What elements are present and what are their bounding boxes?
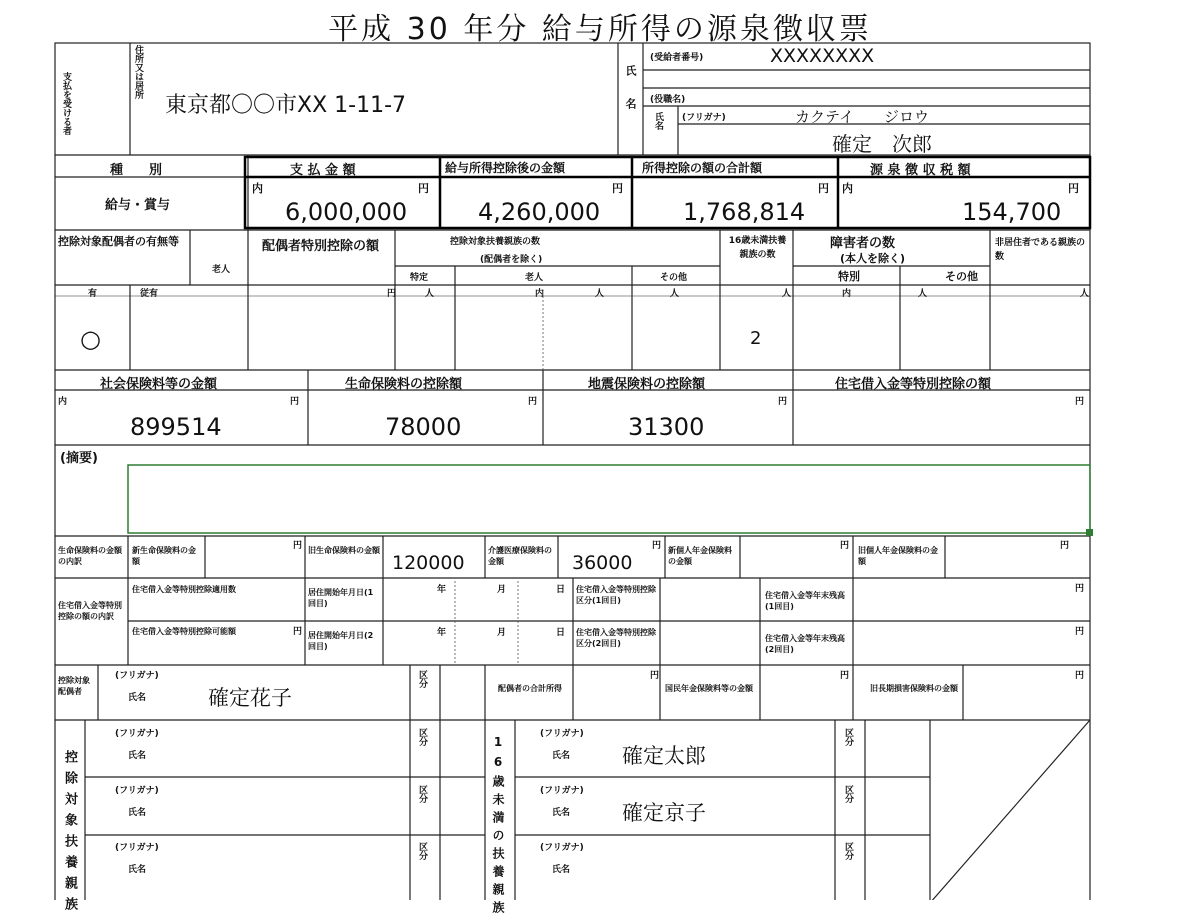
furigana-label: (フリガナ) xyxy=(540,729,584,739)
type2-label: 住宅借入金等特別控除区分(2回目) xyxy=(576,628,656,648)
name-label: 氏名 xyxy=(128,808,147,818)
kubun-label: 区分 xyxy=(417,842,427,860)
name-label: 氏名 xyxy=(653,112,663,130)
elderly-label: 老人 xyxy=(525,273,544,283)
yen-mark: 円 xyxy=(293,541,303,551)
long-term-insurance-label: 旧長期損害保険料の金額 xyxy=(870,684,958,693)
yen-mark: 円 xyxy=(650,671,660,681)
address-value: 東京都〇〇市XX 1-11-7 xyxy=(165,93,407,118)
person-mark: 人 xyxy=(782,289,792,299)
new-pension-label: 新個人年金保険料の金額 xyxy=(668,546,732,566)
inner-mark: 内 xyxy=(842,182,853,195)
start2-label: 居住開始年月日(2回目) xyxy=(308,631,374,651)
yen-mark: 円 xyxy=(840,671,850,681)
old-pension-label: 旧個人年金保険料の金額 xyxy=(858,546,938,566)
recipient-side-label: 支払を受ける者 xyxy=(61,72,71,135)
social-insurance-amount: 899514 xyxy=(130,413,222,441)
disabled-sub: (本人を除く) xyxy=(840,252,906,265)
kubun-label: 区分 xyxy=(843,842,853,860)
year-mark: 年 xyxy=(437,585,447,595)
dependent-count-sub: (配偶者を除く) xyxy=(480,255,543,265)
recipient-no-value: XXXXXXXX xyxy=(770,45,875,67)
kubun-label: 区分 xyxy=(417,728,427,746)
life-breakdown-label: 生命保険料の金額の内訳 xyxy=(58,546,122,566)
post-label: (役職名) xyxy=(650,95,686,105)
inner-mark: 内 xyxy=(842,289,852,299)
yen-mark: 円 xyxy=(778,397,788,407)
spouse-status-label: 控除対象配偶者の有無等 xyxy=(58,235,179,248)
year-mark: 年 xyxy=(437,628,447,638)
old-life-label: 旧生命保険料の金額 xyxy=(308,546,380,555)
specific-label: 特定 xyxy=(410,273,429,283)
yen-mark: 円 xyxy=(528,397,538,407)
month-mark: 月 xyxy=(497,585,507,595)
yen-mark: 円 xyxy=(290,397,300,407)
day-mark: 日 xyxy=(556,628,566,638)
total-deduction-label: 所得控除の額の合計額 xyxy=(642,161,763,175)
other-disabled-label: その他 xyxy=(945,270,978,283)
furigana-label: (フリガナ) xyxy=(540,843,584,853)
care-amount: 36000 xyxy=(572,552,633,574)
address-label: 住所又は居所 xyxy=(133,45,143,99)
follow-label: 従有 xyxy=(140,289,159,299)
yen-mark: 円 xyxy=(612,182,623,195)
inner-mark: 内 xyxy=(58,397,68,407)
furigana-label: (フリガナ) xyxy=(115,671,159,681)
yen-mark: 円 xyxy=(293,627,303,637)
other-label: その他 xyxy=(660,273,688,283)
has-label: 有 xyxy=(88,289,98,299)
quake-insurance-amount: 31300 xyxy=(628,413,705,441)
housing-breakdown-label: 住宅借入金等特別控除の額の内訳 xyxy=(58,601,122,621)
yen-mark: 円 xyxy=(1075,627,1085,637)
new-life-label: 新生命保険料の金額 xyxy=(132,546,196,566)
special-disabled-label: 特別 xyxy=(838,270,860,283)
recipient-no-label: (受給者番号) xyxy=(650,53,704,63)
name-label: 氏名 xyxy=(552,865,571,875)
name-label: 氏名 xyxy=(128,865,147,875)
day-mark: 日 xyxy=(556,585,566,595)
under16-side-label: 16歳未満の扶養親族 xyxy=(491,735,505,919)
after-deduction-amount: 4,260,000 xyxy=(478,198,601,226)
name-label: 氏名 xyxy=(128,751,147,761)
care-label: 介護医療保険料の金額 xyxy=(488,546,552,566)
balance2-label: 住宅借入金等年末残高(2回目) xyxy=(765,634,845,654)
social-insurance-label: 社会保険料等の金額 xyxy=(100,377,218,392)
nonresident-label: 非居住者である親族の数 xyxy=(995,238,1086,262)
pension-amount-label: 国民年金保険料等の金額 xyxy=(665,684,753,693)
person-mark: 人 xyxy=(1080,289,1090,299)
furigana-label: (フリガナ) xyxy=(540,786,584,796)
name-side-label: 氏名 xyxy=(624,65,637,131)
name-label: 氏名 xyxy=(128,693,147,703)
kubun-label: 区分 xyxy=(843,728,853,746)
yen-mark: 円 xyxy=(1075,584,1085,594)
housing-possible-label: 住宅借入金等特別控除適用数 xyxy=(132,585,236,594)
life-insurance-label: 生命保険料の控除額 xyxy=(345,377,463,392)
furigana-label: (フリガナ) xyxy=(115,786,159,796)
yen-mark: 円 xyxy=(418,182,429,195)
spouse-circle-mark: ○ xyxy=(80,325,101,353)
yen-mark: 円 xyxy=(387,289,397,299)
under16-name-2: 確定京子 xyxy=(622,801,706,825)
old-life-amount: 120000 xyxy=(392,552,465,574)
balance1-label: 住宅借入金等年末残高(1回目) xyxy=(765,591,845,611)
kubun-label: 区分 xyxy=(417,670,427,688)
disabled-label: 障害者の数 xyxy=(830,236,896,251)
summary-label: (摘要) xyxy=(60,451,98,466)
furigana-label: (フリガナ) xyxy=(682,113,726,123)
yen-mark: 円 xyxy=(652,541,662,551)
person-mark: 人 xyxy=(918,289,928,299)
spouse-income-label: 配偶者の合計所得 xyxy=(498,684,562,693)
yen-mark: 円 xyxy=(1068,182,1079,195)
withholding-tax-amount: 154,700 xyxy=(962,198,1062,226)
person-mark: 人 xyxy=(425,289,435,299)
dependent-count-label: 控除対象扶養親族の数 xyxy=(450,237,541,247)
month-mark: 月 xyxy=(497,628,507,638)
dependents-side-label: 控除対象扶養親族 xyxy=(62,750,77,918)
after-deduction-label: 給与所得控除後の金額 xyxy=(445,161,566,175)
spouse-row-label: 控除対象配偶者 xyxy=(58,676,90,696)
kubun-label: 区分 xyxy=(417,785,427,803)
under16-count: 2 xyxy=(750,328,762,349)
yen-mark: 円 xyxy=(1060,541,1070,551)
under16-name-1: 確定太郎 xyxy=(622,744,706,768)
yen-mark: 円 xyxy=(1075,397,1085,407)
kubun-label: 区分 xyxy=(843,785,853,803)
spouse-special-label: 配偶者特別控除の額 xyxy=(262,239,380,254)
inner-mark: 内 xyxy=(535,289,545,299)
kind-value: 給与・賞与 xyxy=(105,198,171,213)
furigana-value: カクテイ ジロウ xyxy=(795,108,929,126)
payment-label: 支 払 金 額 xyxy=(290,163,356,178)
tax-label: 源 泉 徴 収 税 額 xyxy=(870,163,971,178)
quake-insurance-label: 地震保険料の控除額 xyxy=(588,377,706,392)
total-deduction-amount: 1,768,814 xyxy=(683,198,806,226)
recipient-name: 確定 次郎 xyxy=(832,132,932,156)
kind-label: 種 別 xyxy=(110,163,163,178)
yen-mark: 円 xyxy=(818,182,829,195)
yen-mark: 円 xyxy=(1075,671,1085,681)
yen-mark: 円 xyxy=(840,541,850,551)
under16-label: 16歳未満扶養親族の数 xyxy=(728,236,787,260)
housing-loan-label: 住宅借入金等特別控除の額 xyxy=(835,377,992,392)
payment-amount: 6,000,000 xyxy=(285,198,408,226)
person-mark: 人 xyxy=(670,289,680,299)
life-insurance-amount: 78000 xyxy=(385,413,462,441)
type1-label: 住宅借入金等特別控除区分(1回目) xyxy=(576,585,656,605)
start1-label: 居住開始年月日(1回目) xyxy=(308,588,374,608)
name-label: 氏名 xyxy=(552,751,571,761)
furigana-label: (フリガナ) xyxy=(115,729,159,739)
name-label: 氏名 xyxy=(552,808,571,818)
old-age-label: 老人 xyxy=(212,265,231,275)
inner-mark: 内 xyxy=(252,182,263,195)
spouse-name: 確定花子 xyxy=(208,686,292,710)
person-mark: 人 xyxy=(595,289,605,299)
housing-amount-label: 住宅借入金等特別控除可能額 xyxy=(132,627,236,636)
furigana-label: (フリガナ) xyxy=(115,843,159,853)
document-title: 平成 30 年分 給与所得の源泉徴収票 xyxy=(328,12,872,47)
